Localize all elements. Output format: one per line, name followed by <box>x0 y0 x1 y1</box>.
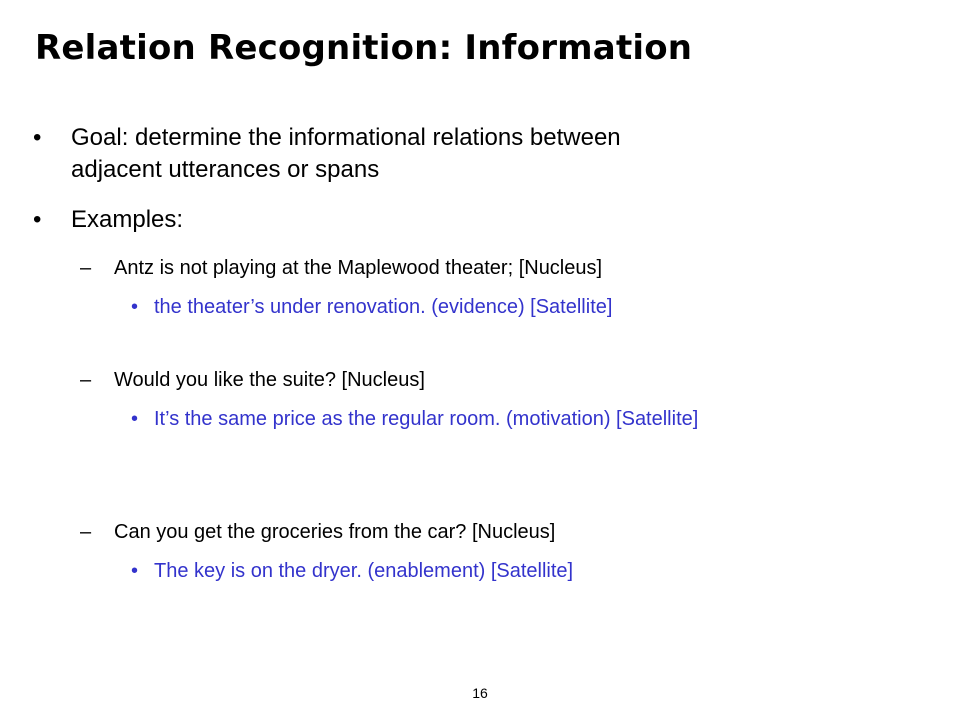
bullet-marker-example-1-satellite: • <box>131 296 139 318</box>
dash-marker-example-1: – <box>80 257 92 279</box>
example-3-satellite: The key is on the dryer. (enablement) [Satellite] <box>154 560 574 582</box>
example-1-nucleus: Antz is not playing at the Maplewood theater; [Nucleus] <box>114 257 603 279</box>
dash-marker-example-3: – <box>80 521 92 543</box>
example-2-satellite: It’s the same price as the regular room. (motivation) [Satellite] <box>154 408 699 430</box>
examples-label: Examples: <box>71 206 184 233</box>
slide-title: Relation Recognition: Information <box>35 28 693 68</box>
example-3-nucleus: Can you get the groceries from the car? [Nucleus] <box>114 521 556 543</box>
example-2-nucleus: Would you like the suite? [Nucleus] <box>114 369 425 391</box>
dash-marker-example-2: – <box>80 369 92 391</box>
bullet-marker-goal: • <box>33 124 42 151</box>
bullet-marker-examples: • <box>33 206 42 233</box>
page-number: 16 <box>472 685 488 701</box>
goal-text-line1: Goal: determine the informational relations between <box>71 124 621 151</box>
bullet-marker-example-3-satellite: • <box>131 560 139 582</box>
goal-text-line2: adjacent utterances or spans <box>71 156 380 183</box>
example-1-satellite: the theater’s under renovation. (evidence) [Satellite] <box>154 296 613 318</box>
bullet-marker-example-2-satellite: • <box>131 408 139 430</box>
